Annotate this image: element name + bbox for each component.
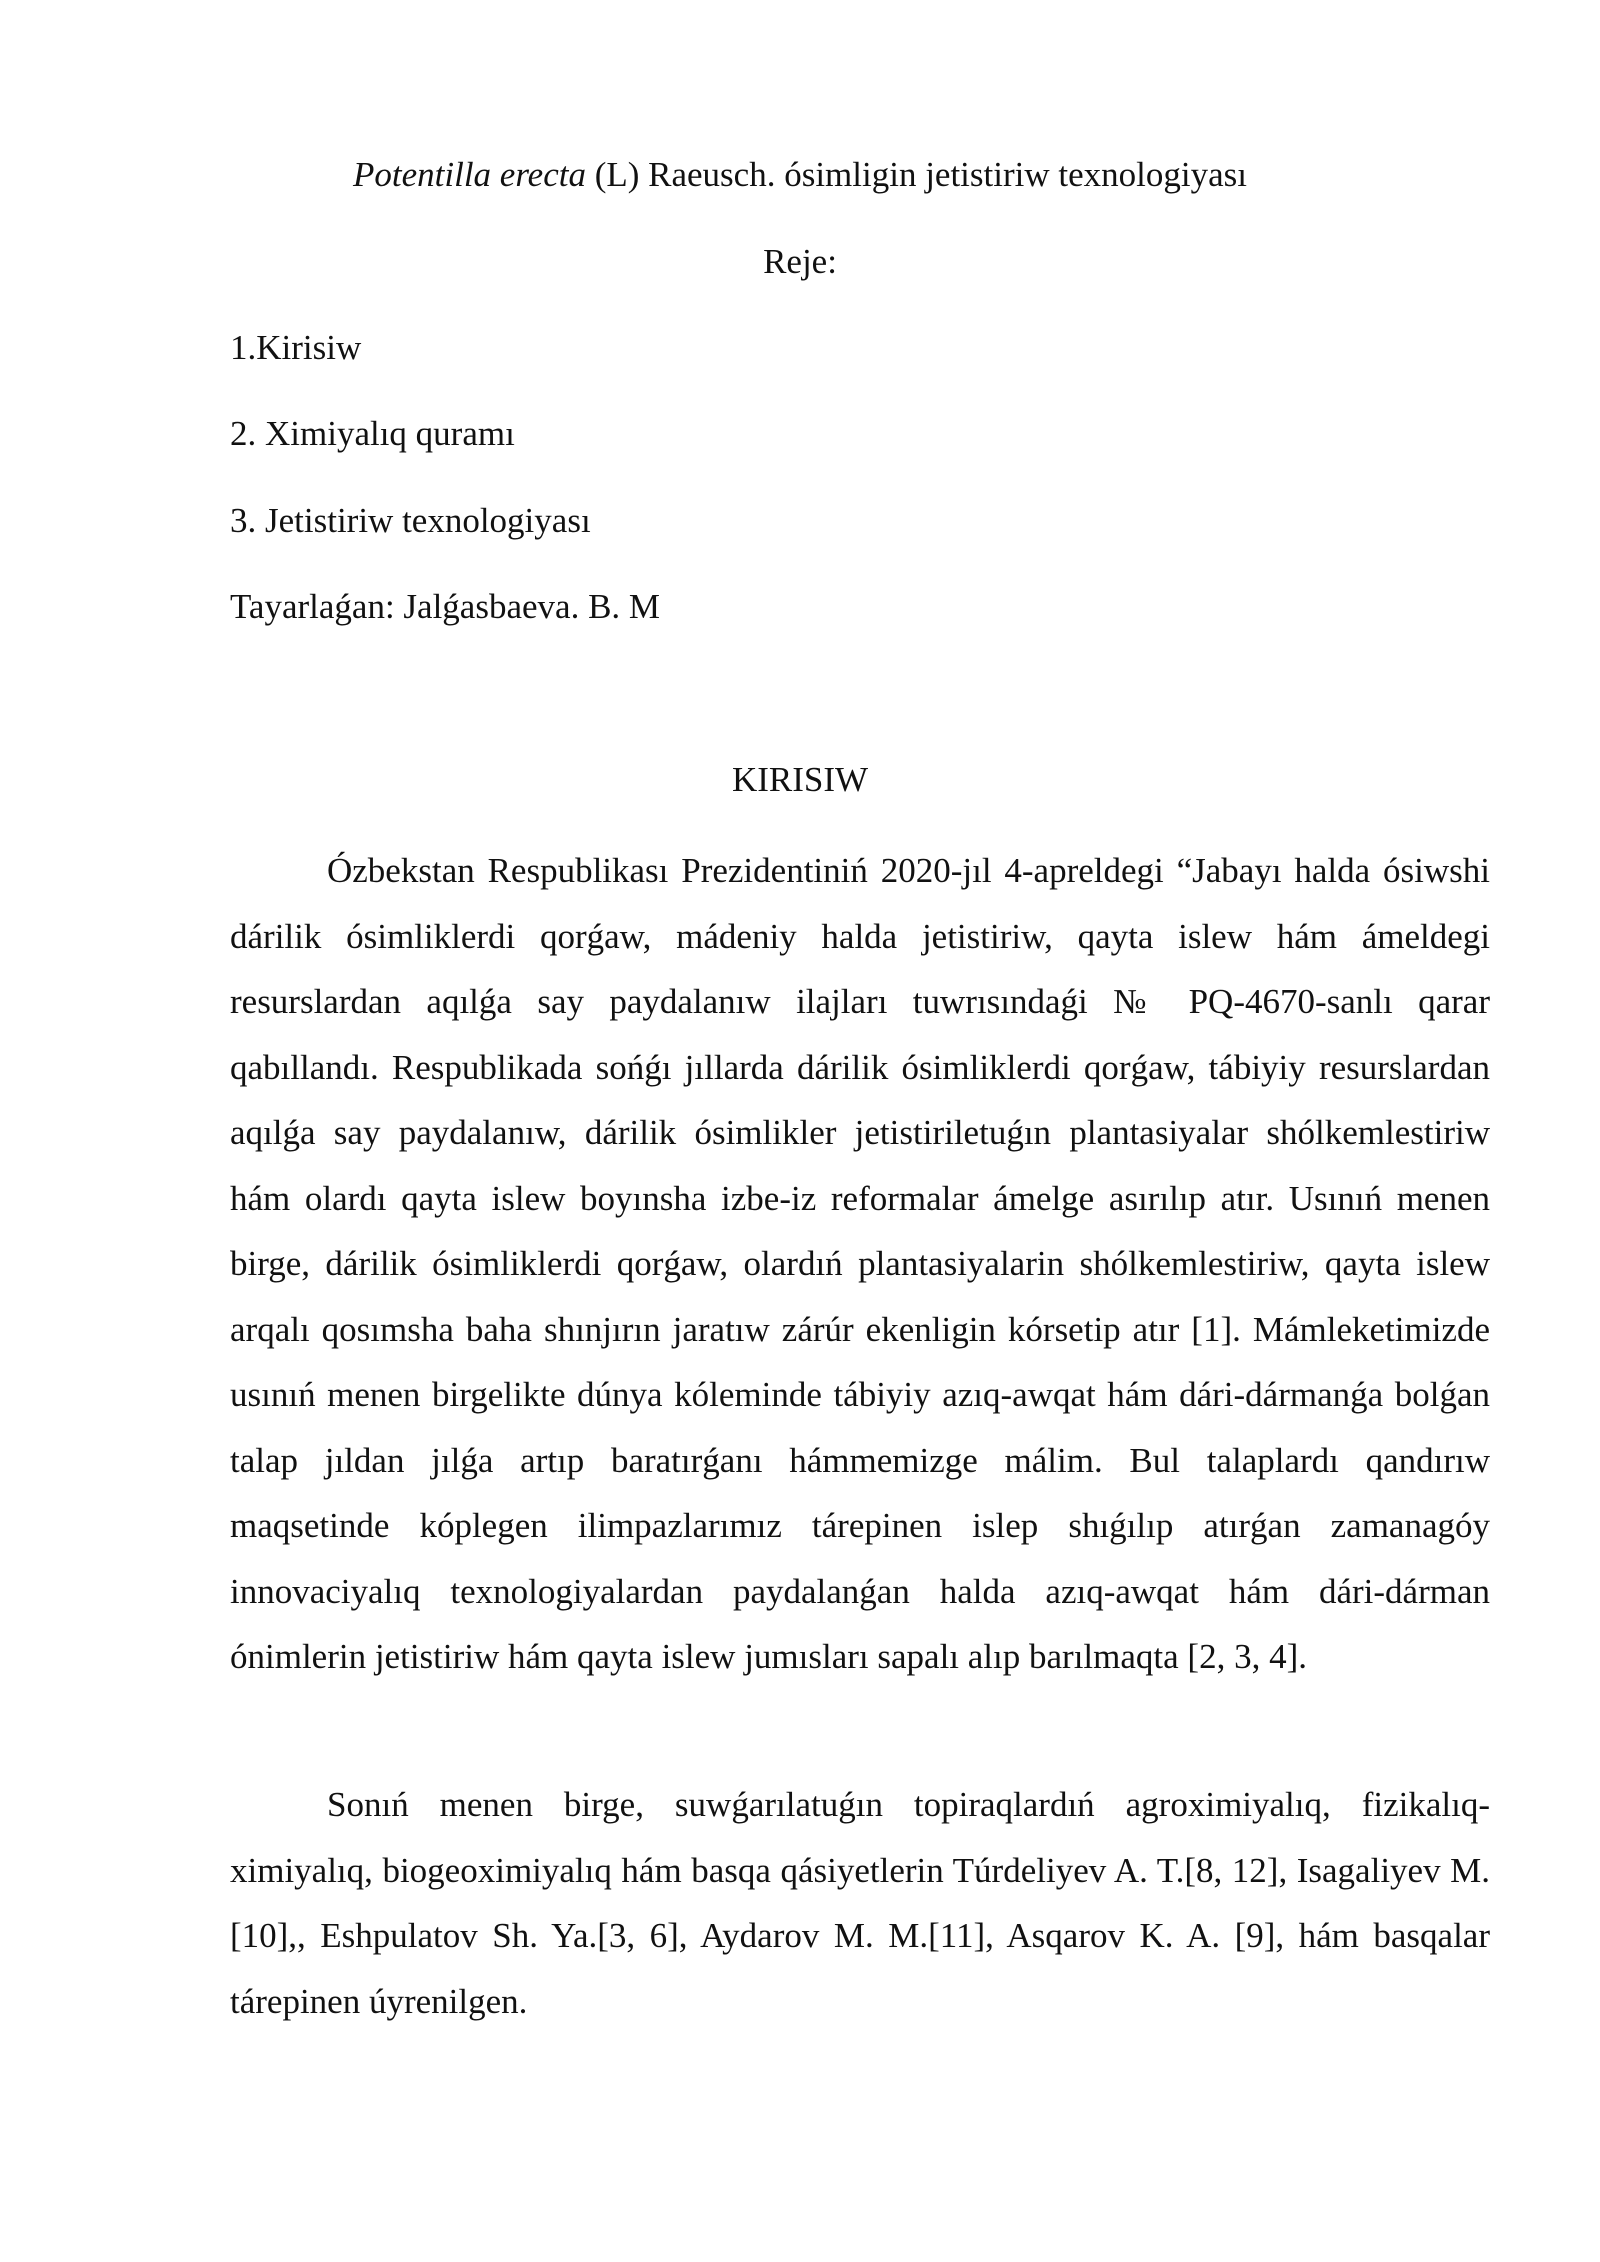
plan-heading: Reje: <box>763 242 837 281</box>
author-line: Tayarlaǵan: Jalǵasbaeva. B. M <box>230 587 661 626</box>
title-rest: (L) Raeusch. ósimligin jetistiriw texnologiyası <box>585 155 1247 194</box>
plan-item-1: 1.Kirisiw <box>230 328 362 367</box>
paragraph-intro: Ózbekstan Respublikası Prezidentiniń 2020-jıl 4-apreldegi “Jabayı halda ósiwshi dárilik ósimliklerdi qorǵaw, mádeniy halda jetistiriw, qayta islew hám ámeldegi resurslardan aqılǵa say paydalanıw ilajları tuwrısındaǵi № PQ-4670-sanlı qarar qabıllandı. Respublikada sońǵı jıllarda dárilik ósimliklerdi qorǵaw, tábiyiy resurslardan aqılǵa say paydalanıw, dárilik ósimlikler jetistiriletuǵın plantasiyalar shólkemlestiriw hám olardı qayta islew boyınsha izbe-iz reformalar ámelge asırılıp atır. Usınıń menen birge, dárilik ósimliklerdi qorǵaw, olardıń plantasiyalarin shólkemlestiriw, qayta islew arqalı qosımsha baha shınjırın jaratıw zárúr ekenligin kórsetip atır [1]. Mámleketimizde usınıń menen birgelikte dúnya kóleminde tábiyiy azıq-awqat hám dári-dármanǵa bolǵan talap jıldan jılǵa artıp baratırǵanı hámmemizge málim. Bul talaplardı qandırıw maqsetinde kóplegen ilimpazlarımız tárepinen islep shıǵılıp atırǵan zamanagóy innovaciyalıq texnologiyalardan paydalanǵan halda azıq-awqat hám dári-dárman ónimlerin jetistiriw hám qayta islew jumısları sapalı alıp barılmaqta [2, 3, 4]. <box>230 851 1490 1676</box>
section-heading: KIRISIW <box>731 760 869 799</box>
plan-item-3: 3. Jetistiriw texnologiyası <box>230 501 591 540</box>
document-title <box>0 155 1600 195</box>
plan-item-2: 2. Ximiyalıq quramı <box>230 414 515 453</box>
title-species-name: Potentilla erecta <box>353 155 586 194</box>
paragraph-second: Sonıń menen birge, suwǵarılatuǵın topiraqlardıń agroximiyalıq, fizikalıq-ximiyalıq, biogeoximiyalıq hám basqa qásiyetlerin Túrdeliyev A. T.[8, 12], Isagaliyev M.[10],, Eshpulatov Sh. Ya.[3, 6], Aydarov M. M.[11], Asqarov K. A. [9], hám basqalar tárepinen úyrenilgen. <box>230 1785 1490 2021</box>
